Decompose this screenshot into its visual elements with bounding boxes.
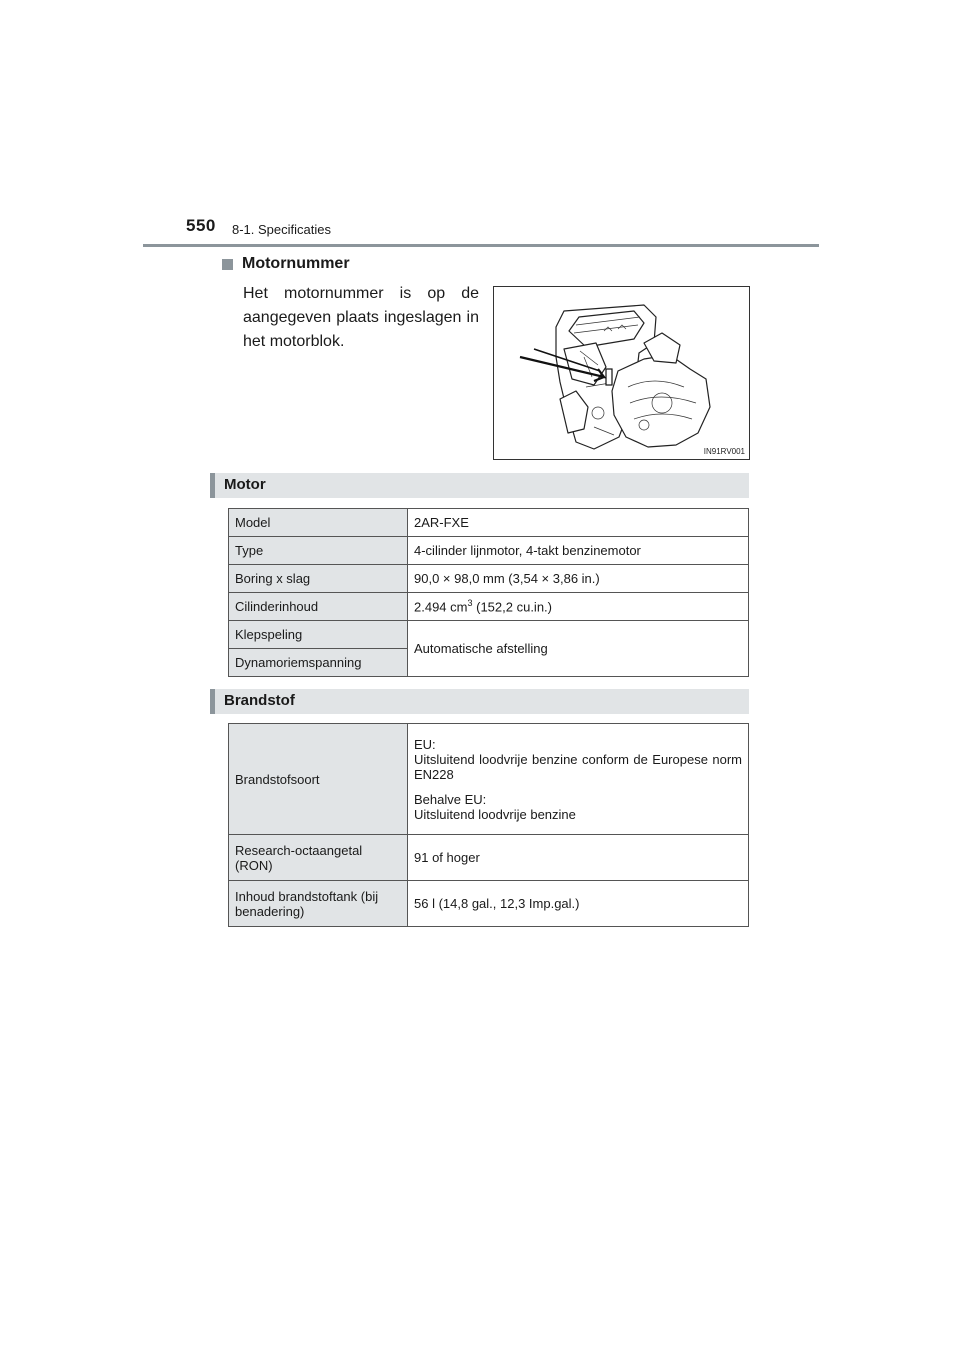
eu-text: Uitsluitend loodvrije benzine conform de Europese norm EN228: [414, 751, 742, 782]
motor-spec-table: [228, 508, 749, 677]
non-eu-label: Behalve EU:: [414, 791, 487, 807]
fuel-spec-table: [228, 723, 749, 927]
page-header: [0, 0, 960, 250]
engine-drawing: [494, 287, 749, 459]
figure-code: IN91RV001: [703, 447, 745, 456]
table-row: [229, 593, 749, 621]
non-eu-block: [414, 792, 742, 822]
square-bullet-icon: [222, 259, 233, 270]
spec-value-displacement: [408, 593, 749, 621]
motor-section-title: Motor: [224, 476, 266, 493]
section-accent: [210, 473, 215, 498]
engine-illustration: [493, 286, 750, 460]
engine-number-title: Motornummer: [242, 255, 350, 272]
spec-label-octane: Research-octaangetal (RON): [229, 835, 408, 881]
table-row: [229, 621, 749, 649]
motor-section-header: [210, 473, 749, 498]
table-row: [229, 565, 749, 593]
table-row: [229, 835, 749, 881]
spec-value-tank: 56 l (14,8 gal., 12,3 Imp.gal.): [408, 881, 749, 927]
spec-value-model: 2AR-FXE: [408, 509, 749, 537]
spec-label-model: Model: [229, 509, 408, 537]
chapter-title: 8-1. Specificaties: [232, 222, 331, 237]
eu-label: EU:: [414, 736, 436, 752]
engine-number-description: [243, 282, 479, 354]
table-row: [229, 509, 749, 537]
spec-value-octane: 91 of hoger: [408, 835, 749, 881]
spec-value-fuel-type: [408, 724, 749, 835]
engine-number-heading: [222, 255, 350, 273]
fuel-section-title: Brandstof: [224, 692, 295, 709]
spec-label-valve: Klepspeling: [229, 621, 408, 649]
eu-block: [414, 737, 742, 782]
table-row: [229, 724, 749, 835]
engine-number-text: Het motornummer is op de aangegeven plaats ingeslagen in het motorblok.: [243, 285, 479, 350]
displacement-suffix: (152,2 cu.in.): [472, 599, 552, 615]
table-row: [229, 881, 749, 927]
section-accent: [210, 689, 215, 714]
non-eu-text: Uitsluitend loodvrije benzine: [414, 806, 576, 822]
displacement-value: 2.494 cm: [414, 599, 468, 615]
spec-value-auto: Automatische afstelling: [408, 621, 749, 677]
page-number: 550: [186, 216, 216, 235]
spec-label-belt: Dynamoriemspanning: [229, 649, 408, 677]
spec-label-fuel-type: Brandstofsoort: [229, 724, 408, 835]
displacement-exponent: 3: [467, 598, 473, 609]
spec-label-tank: Inhoud brandstoftank (bij benadering): [229, 881, 408, 927]
fuel-section-header: [210, 689, 749, 714]
spec-label-type: Type: [229, 537, 408, 565]
spec-label-displacement: Cilinderinhoud: [229, 593, 408, 621]
spec-label-bore: Boring x slag: [229, 565, 408, 593]
table-row: [229, 537, 749, 565]
spec-value-bore: 90,0 × 98,0 mm (3,54 × 3,86 in.): [408, 565, 749, 593]
spec-value-type: 4-cilinder lijnmotor, 4-takt benzinemotor: [408, 537, 749, 565]
header-rule: [143, 244, 819, 247]
